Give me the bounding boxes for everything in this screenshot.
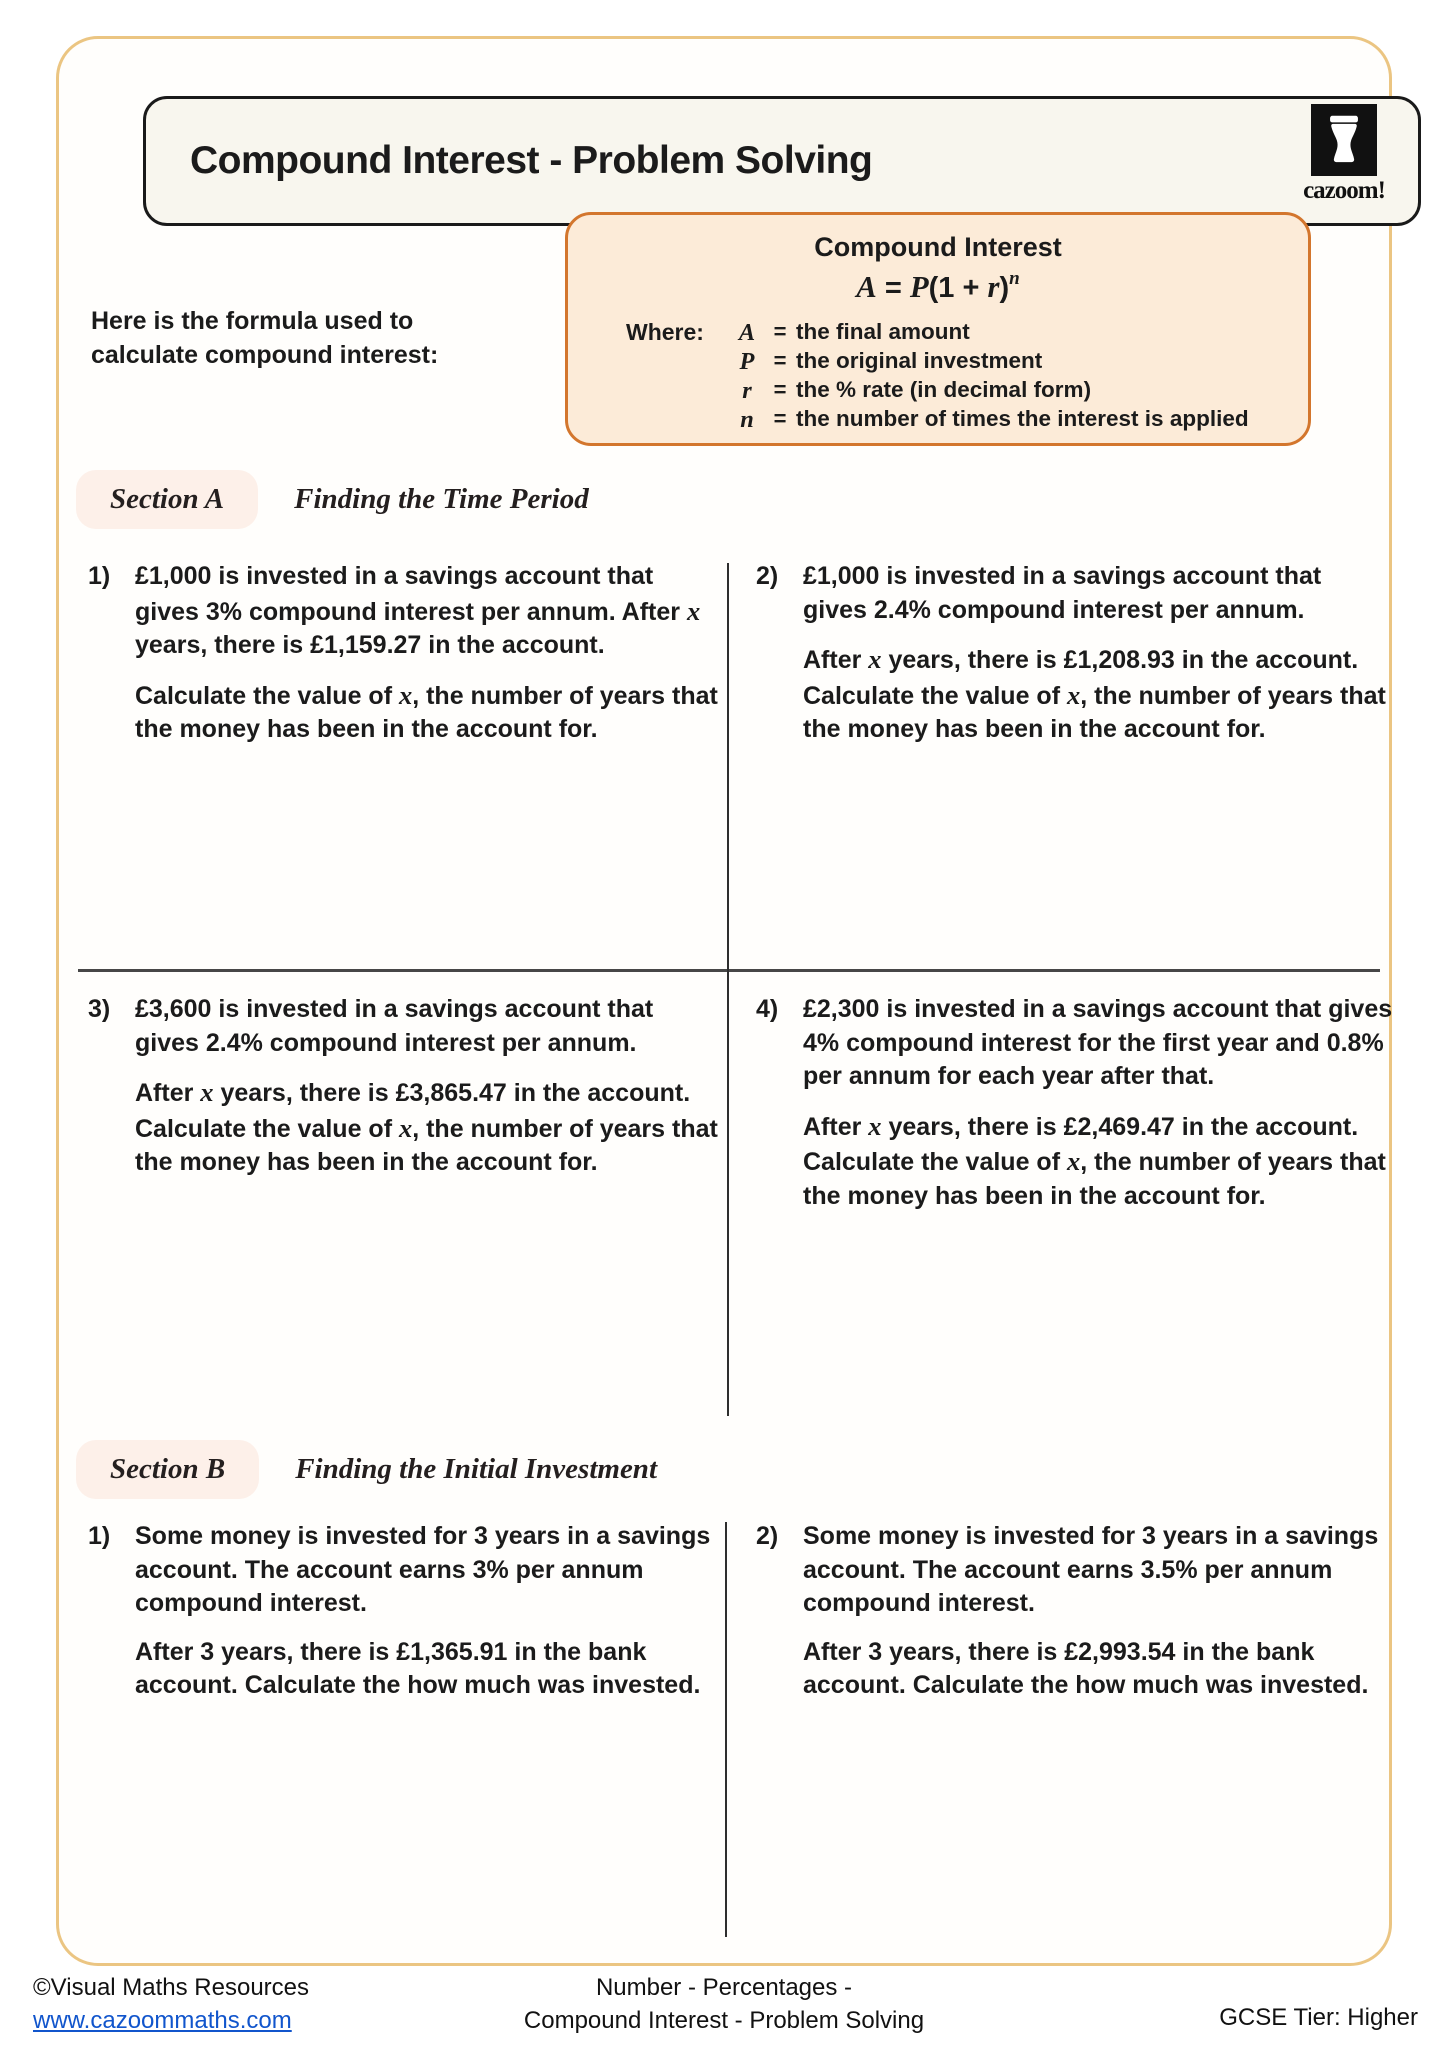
problem-number: 4) bbox=[756, 995, 779, 1023]
problem-paragraph: £2,300 is invested in a savings account that gives 4% compound interest for the first year and 0.8% per annum for each year after that. bbox=[803, 995, 1393, 1090]
problem-number: 3) bbox=[88, 995, 111, 1023]
footer-category-line2: Compound Interest - Problem Solving bbox=[523, 2007, 925, 2034]
equals-sign: = bbox=[773, 348, 787, 373]
definition-text: the original investment bbox=[796, 348, 1043, 373]
intro-text: Here is the formula used to calculate compound interest: bbox=[91, 307, 439, 369]
cazoom-logo bbox=[1298, 104, 1390, 205]
problem-number: 1) bbox=[88, 562, 111, 590]
formula-definition-row bbox=[730, 376, 1249, 405]
problem-a4 bbox=[756, 993, 1400, 1228]
formula-title: Compound Interest bbox=[814, 232, 1062, 262]
problem-b2 bbox=[756, 1520, 1400, 1718]
definition-symbol: n bbox=[740, 406, 754, 433]
problem-a1 bbox=[88, 560, 720, 762]
equals-sign: = bbox=[773, 319, 787, 344]
where-label: Where: bbox=[626, 319, 704, 345]
problem-paragraph: Some money is invested for 3 years in a savings account. The account earns 3.5% per annum compound interest. bbox=[803, 1522, 1379, 1617]
formula-panel bbox=[565, 212, 1311, 446]
problem-paragraph: After x years, there is £2,469.47 in the account. Calculate the value of x, the number of years that the money has been in the account for. bbox=[803, 1110, 1386, 1210]
problem-paragraph: After x years, there is £1,208.93 in the account. Calculate the value of x, the number of years that the money has been in the account for. bbox=[803, 644, 1386, 743]
column-divider-section-a bbox=[727, 563, 729, 1416]
problem-b1 bbox=[88, 1520, 720, 1718]
section-a-header bbox=[76, 470, 589, 529]
equals-sign: = bbox=[773, 377, 787, 402]
cazoom-logo-text: cazoom! bbox=[1303, 177, 1385, 204]
footer-tier: GCSE Tier: Higher bbox=[1219, 2004, 1418, 2031]
problem-a3 bbox=[88, 993, 720, 1195]
row-divider bbox=[78, 969, 1380, 972]
problem-paragraph: After 3 years, there is £1,365.91 in the bank account. Calculate the how much was invested. bbox=[135, 1637, 701, 1699]
problem-paragraph: After 3 years, there is £2,993.54 in the bank account. Calculate the how much was invested. bbox=[803, 1637, 1369, 1699]
definition-text: the number of times the interest is applied bbox=[796, 406, 1249, 431]
formula-equation: $A = P(1 + r)^n$ bbox=[856, 267, 1020, 304]
problem-number: 1) bbox=[88, 1522, 111, 1550]
section-a-title: Finding the Time Period bbox=[294, 483, 589, 515]
equals-sign: = bbox=[773, 406, 787, 431]
problem-number: 2) bbox=[756, 562, 779, 590]
formula-definition-row bbox=[730, 405, 1249, 434]
formula-definition-row bbox=[730, 318, 1249, 347]
footer-copyright: ©Visual Maths Resources bbox=[33, 1974, 310, 2001]
problem-paragraph: £1,000 is invested in a savings account that gives 2.4% compound interest per annum. bbox=[803, 562, 1322, 624]
problem-number: 2) bbox=[756, 1522, 779, 1550]
footer-category-line1: Number - Percentages - bbox=[595, 1974, 853, 2001]
formula-definition-row bbox=[730, 347, 1249, 376]
section-b-title: Finding the Initial Investment bbox=[295, 1453, 657, 1485]
problem-a2 bbox=[756, 560, 1392, 762]
problem-paragraph: £3,600 is invested in a savings account that gives 2.4% compound interest per annum. bbox=[135, 995, 654, 1057]
problem-paragraph: Calculate the value of x, the number of years that the money has been in the account for. bbox=[135, 679, 718, 743]
problem-paragraph: £1,000 is invested in a savings account that gives 3% compound interest per annum. After x years, there is £1,159.27 in the account. bbox=[135, 562, 701, 659]
problem-paragraph: Some money is invested for 3 years in a savings account. The account earns 3% per annum compound interest. bbox=[135, 1522, 711, 1617]
definition-symbol: P bbox=[739, 348, 755, 375]
page-title: Compound Interest - Problem Solving bbox=[190, 139, 873, 182]
definition-text: the % rate (in decimal form) bbox=[796, 377, 1092, 402]
definition-symbol: r bbox=[742, 377, 752, 404]
definition-symbol: A bbox=[738, 319, 756, 346]
section-b-badge: Section B bbox=[76, 1440, 259, 1499]
footer-website-link[interactable]: www.cazoommaths.com bbox=[33, 2007, 292, 2034]
title-bar bbox=[143, 96, 1421, 226]
cazoom-vase-icon bbox=[1311, 104, 1377, 176]
problem-paragraph: After x years, there is £3,865.47 in the account. Calculate the value of x, the number of years that the money has been in the account for. bbox=[135, 1077, 718, 1176]
definition-text: the final amount bbox=[796, 319, 970, 344]
section-a-badge: Section A bbox=[76, 470, 258, 529]
section-b-header bbox=[76, 1440, 657, 1499]
column-divider-section-b bbox=[725, 1522, 727, 1937]
